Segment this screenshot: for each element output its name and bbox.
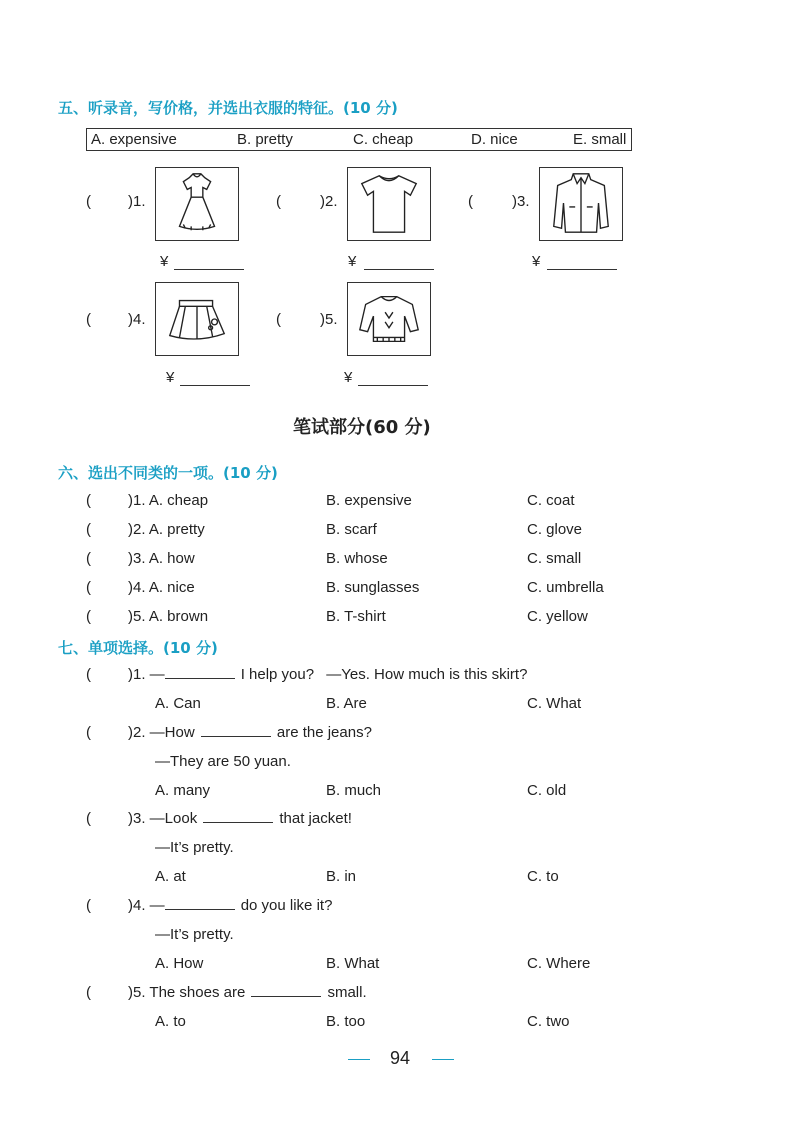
page-dash-left: [348, 1059, 370, 1060]
s6-row3-c: C. small: [527, 550, 582, 567]
option-d: D. nice: [471, 131, 518, 148]
sweater-icon: [347, 282, 431, 356]
s6-row5-c: C. yellow: [527, 608, 588, 625]
q5-paren: (: [86, 984, 91, 1001]
q3-stem: [128, 810, 352, 827]
q4-opt-a: A. How: [155, 955, 204, 972]
tshirt-icon: [347, 167, 431, 241]
option-b: B. pretty: [237, 131, 293, 148]
q2-stem: [128, 724, 372, 741]
q1-stem: [128, 666, 527, 683]
item4-open-paren: (: [86, 311, 91, 328]
q1-opt-b: B. Are: [326, 695, 367, 712]
section7-title: 七、单项选择。(10 分): [58, 639, 218, 657]
q5-opt-c: C. two: [527, 1013, 570, 1030]
item1-yuan: ¥: [160, 253, 169, 270]
q2-opt-a: A. many: [155, 782, 211, 799]
s6-row2-c: C. glove: [527, 521, 583, 538]
item2-number: )2.: [320, 193, 338, 210]
q4-reply: —It’s pretty.: [155, 926, 234, 943]
q2-blank[interactable]: [201, 735, 271, 737]
item3-open-paren: (: [468, 193, 473, 210]
option-e: E. small: [573, 131, 627, 148]
item3-price-blank[interactable]: [547, 268, 617, 270]
item2-yuan: ¥: [348, 253, 357, 270]
q1-paren: (: [86, 666, 91, 683]
q3-opt-c: C. to: [527, 868, 559, 885]
s6-row1-a: )1. A. cheap: [128, 492, 209, 509]
item5-price-blank[interactable]: [358, 384, 428, 386]
options-box: [86, 128, 632, 151]
q1-blank[interactable]: [165, 677, 235, 679]
q5-opt-b: B. too: [326, 1013, 366, 1030]
s6-row4-a: )4. A. nice: [128, 579, 195, 596]
q4-opt-c: C. Where: [527, 955, 591, 972]
q2-opt-b: B. much: [326, 782, 382, 799]
section6-title: 六、选出不同类的一项。(10 分): [58, 464, 278, 482]
q3-paren: (: [86, 810, 91, 827]
q4-pre: )4. —: [128, 897, 165, 914]
q3-pre: )3. —Look: [128, 810, 198, 827]
section5-title: 五、听录音，写价格，并选出衣服的特征。(10 分): [58, 99, 398, 117]
s6-row5-b: B. T-shirt: [326, 608, 386, 625]
q2-reply: —They are 50 yuan.: [155, 753, 291, 770]
item3-number: )3.: [512, 193, 530, 210]
s6-row3-b: B. whose: [326, 550, 388, 567]
s6-row4-c: C. umbrella: [527, 579, 604, 596]
q1-opt-c: C. What: [527, 695, 582, 712]
jacket-icon: [539, 167, 623, 241]
q4-post: do you like it?: [240, 897, 333, 914]
s6-row3-a: )3. A. how: [128, 550, 195, 567]
q5-post: small.: [327, 984, 367, 1001]
q2-opt-c: C. old: [527, 782, 567, 799]
s6-row2-paren: (: [86, 521, 91, 538]
page-number: 94: [390, 1048, 411, 1068]
q2-paren: (: [86, 724, 91, 741]
s6-row2-a: )2. A. pretty: [128, 521, 205, 538]
item4-number: )4.: [128, 311, 146, 328]
item1-open-paren: (: [86, 193, 91, 210]
s6-row2-b: B. scarf: [326, 521, 377, 538]
page-dash-right: [432, 1059, 454, 1060]
item1-number: )1.: [128, 193, 146, 210]
q1-post: I help you?: [240, 666, 315, 683]
item4-price-blank[interactable]: [180, 384, 250, 386]
q3-reply: —It’s pretty.: [155, 839, 234, 856]
s6-row5-paren: (: [86, 608, 91, 625]
q2-pre: )2. —How: [128, 724, 195, 741]
q1-opt-a: A. Can: [155, 695, 201, 712]
q2-post: are the jeans?: [276, 724, 372, 741]
q4-blank[interactable]: [165, 908, 235, 910]
item4-yuan: ¥: [166, 369, 175, 386]
s6-row3-paren: (: [86, 550, 91, 567]
item2-open-paren: (: [276, 193, 281, 210]
written-part-title: 笔试部分(60 分): [293, 417, 431, 438]
skirt-icon: [155, 282, 239, 356]
q4-opt-b: B. What: [326, 955, 380, 972]
s6-row1-paren: (: [86, 492, 91, 509]
q4-stem: [128, 897, 332, 914]
s6-row4-paren: (: [86, 579, 91, 596]
q3-blank[interactable]: [203, 821, 273, 823]
item2-price-blank[interactable]: [364, 268, 434, 270]
s6-row4-b: B. sunglasses: [326, 579, 420, 596]
s6-row5-a: )5. A. brown: [128, 608, 209, 625]
option-a: A. expensive: [91, 131, 177, 148]
option-c: C. cheap: [353, 131, 414, 148]
q3-post: that jacket!: [279, 810, 352, 827]
item5-number: )5.: [320, 311, 338, 328]
q5-opt-a: A. to: [155, 1013, 186, 1030]
item3-yuan: ¥: [532, 253, 541, 270]
q5-stem: [128, 984, 367, 1001]
item5-open-paren: (: [276, 311, 281, 328]
item5-yuan: ¥: [344, 369, 353, 386]
q4-paren: (: [86, 897, 91, 914]
item1-price-blank[interactable]: [174, 268, 244, 270]
q1-reply: —Yes. How much is this skirt?: [326, 666, 528, 683]
s6-row1-b: B. expensive: [326, 492, 412, 509]
dress-icon: [155, 167, 239, 241]
q5-blank[interactable]: [251, 995, 321, 997]
q3-opt-a: A. at: [155, 868, 186, 885]
q5-pre: )5. The shoes are: [128, 984, 246, 1001]
q1-pre: )1. —: [128, 666, 165, 683]
s6-row1-c: C. coat: [527, 492, 575, 509]
q3-opt-b: B. in: [326, 868, 357, 885]
